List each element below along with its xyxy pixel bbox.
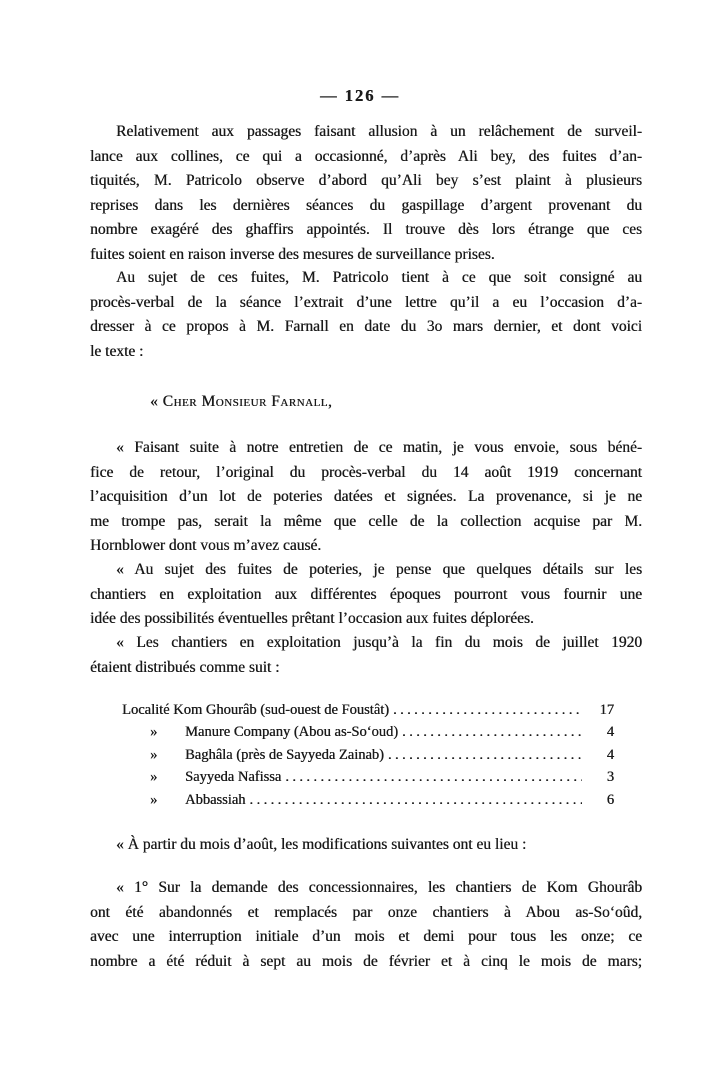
leader-dots — [402, 721, 582, 743]
text-line: fuites soient en raison inverse des mesures de surveillance prises. — [90, 245, 495, 263]
text-line: « À partir du mois d’août, les modifications suivantes ont eu lieu : — [116, 836, 527, 853]
letter-salutation: « Cher Monsieur Farnall, — [150, 393, 333, 410]
text-line: le texte : — [90, 342, 144, 360]
text-line: « 1° Sur la demande des concessionnaires, les chantiers de Kom Ghourâb — [116, 879, 642, 896]
text-line: « Au sujet des fuites de poteries, je pense que quelques détails sur les — [116, 561, 642, 578]
text-line: « Les chantiers en exploitation jusqu’à la fin du mois de juillet 1920 — [116, 634, 642, 651]
row-label: Baghâla (près de Sayyeda Zainab) — [185, 746, 384, 763]
text-line: reprises dans les dernières séances du gaspillage d’argent provenant du — [90, 196, 642, 214]
text-line: dresser à ce propos à M. Farnall en date du 3o mars dernier, et dont voici — [90, 318, 642, 336]
row-prefix: » — [150, 769, 158, 786]
row-label: Manure Company (Abou as-So‘oud) — [185, 724, 399, 741]
text-line: fice de retour, l’original du procès-verbal du 14 août 1919 concernant — [90, 463, 642, 481]
row-value: 4 — [606, 724, 614, 741]
table-row — [122, 766, 614, 788]
row-prefix: » — [150, 746, 158, 763]
row-value: 3 — [606, 769, 614, 786]
paragraph-3 — [90, 436, 642, 559]
leader-dots — [393, 699, 582, 721]
row-prefix: » — [150, 724, 158, 741]
text-line: Hornblower dont vous m’avez causé. — [90, 537, 322, 555]
table-row — [122, 721, 614, 743]
leader-dots — [285, 766, 582, 788]
text-line: avec une interruption initiale d’un mois et demi pour tous les onze; ce — [90, 928, 642, 946]
row-value: 17 — [599, 702, 614, 718]
row-label: Abbassiah — [185, 791, 246, 808]
text-line: nombre a été réduit à sept au mois de février et à cinq le mois de mars; — [90, 952, 642, 970]
row-label: Sayyeda Nafissa — [185, 769, 282, 786]
row-prefix: » — [150, 791, 158, 808]
text-line: nombre exagéré des ghaffirs appointés. Il trouve dès lors étrange que ces — [90, 221, 642, 239]
paragraph-1 — [90, 120, 642, 268]
text-line: chantiers en exploitation aux différentes époques pourront vous fournir une — [90, 585, 642, 603]
paragraph-6 — [90, 833, 642, 858]
paragraph-4 — [90, 558, 642, 632]
text-line: procès-verbal de la séance l’extrait d’une lettre qu’il a eu l’occasion d’a- — [90, 293, 642, 311]
page-number: — 126 — — [320, 86, 400, 105]
text-line: l’acquisition d’un lot de poteries datées et signées. La provenance, si je ne — [90, 488, 642, 506]
paragraph-2 — [90, 266, 642, 364]
text-line: me trompe pas, serait la même que celle de la collection acquise par M. — [90, 512, 642, 530]
row-label: Localité Kom Ghourâb (sud-ouest de Foustât) — [122, 702, 389, 718]
table-row — [122, 744, 614, 766]
text-line: lance aux collines, ce qui a occasionné, d’après Ali bey, des fuites d’an- — [90, 147, 642, 165]
paragraph-5 — [90, 631, 642, 680]
row-value: 4 — [606, 746, 614, 763]
text-line: idée des possibilités éventuelles prêtant l’occasion aux fuites déplorées. — [90, 610, 534, 628]
table-row — [122, 699, 614, 721]
text-line: Au sujet de ces fuites, M. Patricolo tient à ce que soit consigné au — [116, 269, 642, 286]
leader-dots — [388, 744, 582, 766]
paragraph-7 — [90, 876, 642, 974]
text-line: Relativement aux passages faisant allusion à un relâchement de surveil- — [116, 123, 642, 140]
table-row — [122, 789, 614, 811]
worksites-table — [122, 699, 614, 811]
text-line: « Faisant suite à notre entretien de ce matin, je vous envoie, sous béné- — [116, 439, 642, 456]
row-value: 6 — [606, 791, 614, 808]
text-line: tiquités, M. Patricolo observe d’abord qu’Ali bey s’est plaint à plusieurs — [90, 172, 642, 190]
text-line: ont été abandonnés et remplacés par onze chantiers à Abou as-So‘oûd, — [90, 903, 642, 921]
leader-dots — [249, 789, 582, 811]
text-line: étaient distribués comme suit : — [90, 658, 280, 676]
